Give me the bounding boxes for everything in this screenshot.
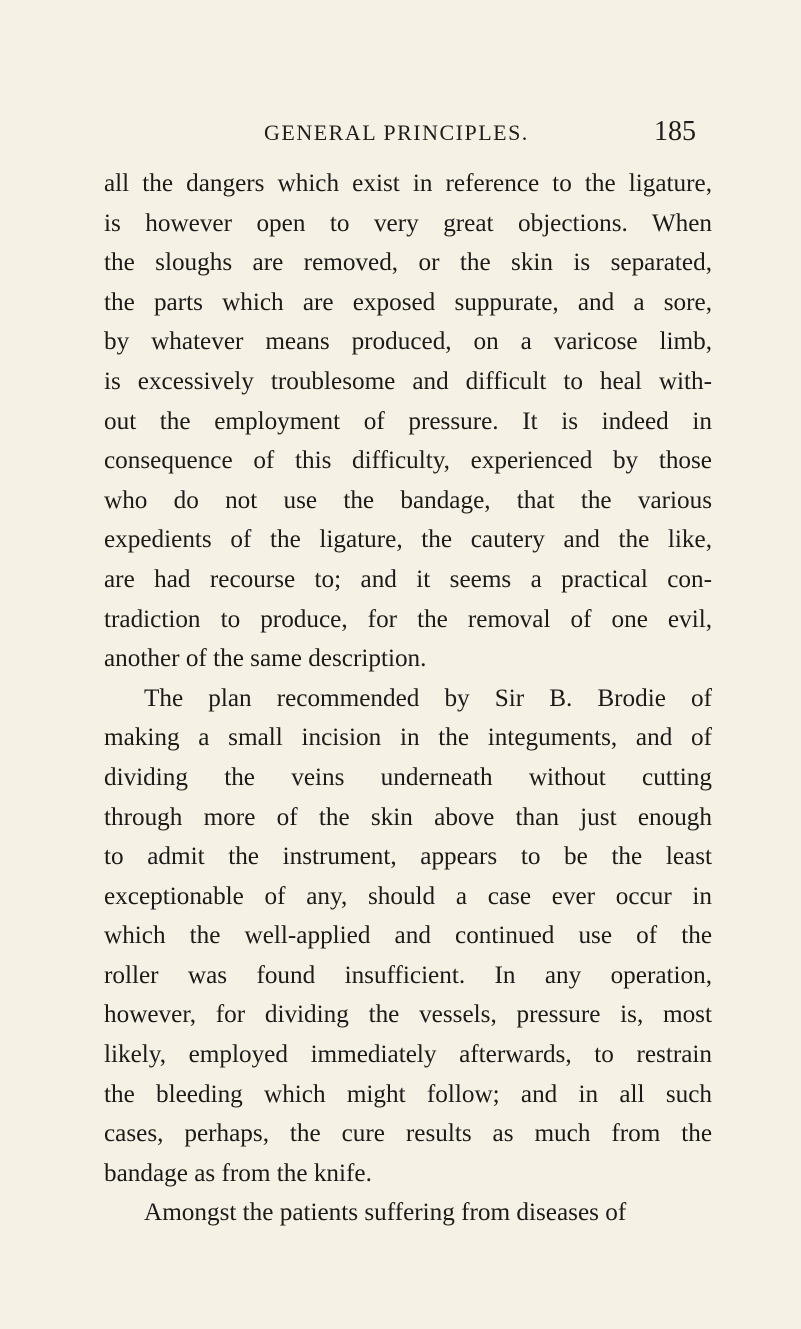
text-line: making a small incision in the integuments, and of [104,724,712,752]
paragraph-start-line: Amongst the patients suffering from diseases of [144,1199,627,1227]
text-line: consequence of this difficulty, experienced by those [104,447,712,475]
text-line: to admit the instrument, appears to be the least [104,843,712,871]
text-line: tradiction to produce, for the removal of one evil, [104,605,712,633]
paragraph-end-line: bandage as from the knife. [104,1159,372,1187]
text-line: however, for dividing the vessels, pressure is, most [104,1001,712,1029]
paragraph-end-line: another of the same description. [104,645,427,673]
text-line: likely, employed immediately afterwards, to restrain [104,1041,712,1069]
text-line: roller was found insufficient. In any operation, [104,961,712,989]
text-line: cases, perhaps, the cure results as much from the [104,1120,712,1148]
text-line: dividing the veins underneath without cutting [104,763,712,791]
text-line: through more of the skin above than just enough [104,803,712,831]
text-line: is excessively troublesome and difficult to heal with- [104,367,712,395]
text-line: exceptionable of any, should a case ever occur in [104,882,712,910]
paragraph-start-line: The plan recommended by Sir B. Brodie of [144,684,712,712]
text-line: expedients of the ligature, the cautery and the like, [104,526,712,554]
text-line: the bleeding which might follow; and in all such [104,1080,712,1108]
text-line: who do not use the bandage, that the various [104,486,712,514]
text-line: all the dangers which exist in reference to the ligature, [104,170,712,197]
page-number: 185 [654,116,696,147]
text-line: the sloughs are removed, or the skin is separated, [104,249,712,277]
text-line: by whatever means produced, on a varicose limb, [104,328,712,356]
running-title: GENERAL PRINCIPLES. [264,120,529,145]
body-text [104,164,712,1233]
text-line: which the well-applied and continued use of the [104,922,712,950]
text-line: are had recourse to; and it seems a practical con- [104,565,712,593]
page-header [0,116,801,156]
text-line: the parts which are exposed suppurate, and a sore, [104,288,712,316]
text-line: out the employment of pressure. It is indeed in [104,407,712,435]
text-line: is however open to very great objections. When [104,209,712,237]
